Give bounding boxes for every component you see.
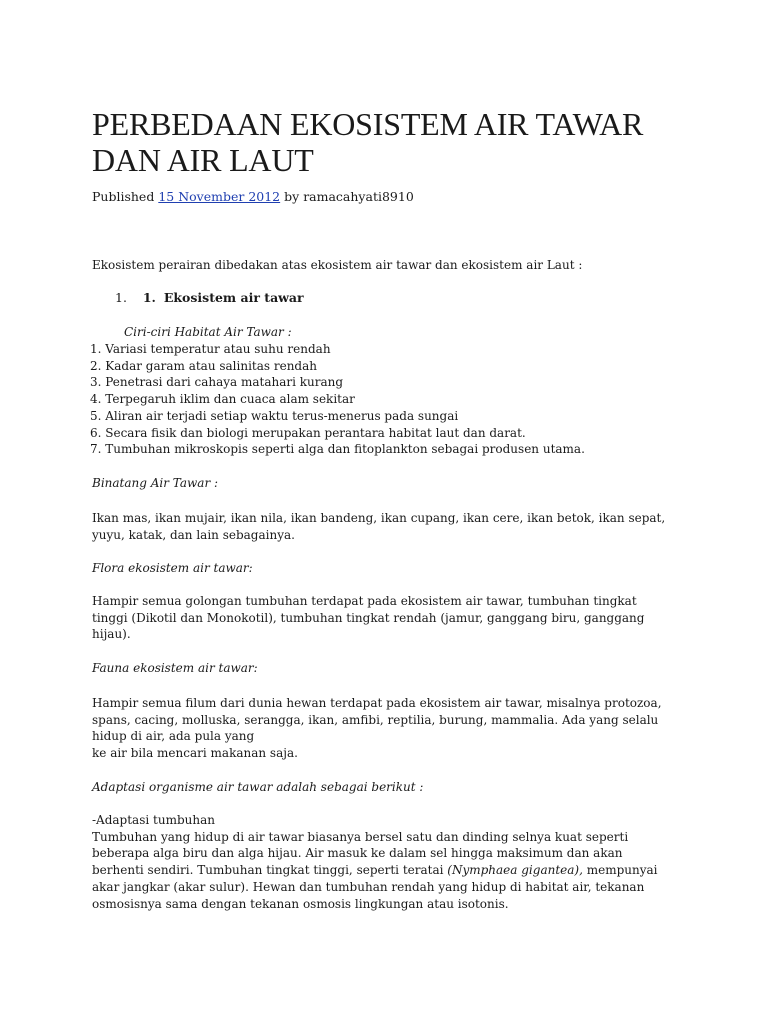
intro-paragraph: Ekosistem perairan dibedakan atas ekosistem air tawar dan ekosistem air Laut : [92, 258, 583, 272]
ciri-heading: Ciri-ciri Habitat Air Tawar : [124, 325, 292, 339]
adaptasi-paragraph [92, 812, 692, 912]
paragraph-line: beberapa alga biru dan alga hijau. Air masuk ke dalam sel hingga maksimum dan akan [92, 846, 623, 861]
paragraph-line: yuyu, katak, dan lain sebagainya. [92, 527, 295, 542]
author-name: ramacahyati8910 [303, 189, 414, 204]
section-heading-text: Ekosistem air tawar [163, 290, 304, 305]
paragraph-line: osmosisnya sama dengan tekanan osmosis lingkungan atau isotonis. [92, 896, 509, 911]
publish-date-link[interactable]: 15 November 2012 [158, 189, 281, 204]
page-title: PERBEDAAN EKOSISTEM AIR TAWAR DAN AIR LAUT [92, 106, 644, 178]
fauna-paragraph [92, 695, 692, 762]
text-run: berhenti sendiri. Tumbuhan tingkat tinggi, seperti teratai [92, 863, 448, 878]
paragraph-line: Ikan mas, ikan mujair, ikan nila, ikan bandeng, ikan cupang, ikan cere, ikan betok, ikan sepat, [92, 511, 666, 525]
post-meta [92, 189, 414, 204]
binatang-heading: Binatang Air Tawar : [92, 476, 219, 490]
paragraph-line: spans, cacing, molluska, serangga, ikan, amfibi, reptilia, burung, mammalia. Ada yang selalu [92, 712, 659, 727]
binatang-paragraph [92, 510, 692, 543]
list-number: 1. [115, 290, 127, 305]
by-label: by [284, 189, 300, 204]
paragraph-line: hidup di air, ada pula yang [92, 729, 255, 744]
list-item: 2. Kadar garam atau salinitas rendah [90, 358, 317, 373]
flora-paragraph [92, 593, 692, 643]
paragraph-line: ke air bila mencari makanan saja. [92, 746, 298, 761]
list-item: 6. Secara fisik dan biologi merupakan perantara habitat laut dan darat. [90, 425, 526, 440]
list-item: 5. Aliran air terjadi setiap waktu terus-menerus pada sungai [90, 408, 459, 423]
adaptasi-heading: Adaptasi organisme air tawar adalah sebagai berikut : [92, 780, 424, 794]
heading-number: 1. [142, 290, 156, 305]
list-item: 3. Penetrasi dari cahaya matahari kurang [90, 375, 344, 390]
section-heading [115, 290, 304, 305]
scientific-name: (Nymphaea gigantea), [447, 863, 583, 878]
ciri-list [90, 341, 690, 458]
paragraph-line: akar jangkar (akar sulur). Hewan dan tumbuhan rendah yang hidup di habitat air, tekanan [92, 879, 645, 894]
paragraph-line: Hampir semua filum dari dunia hewan terdapat pada ekosistem air tawar, misalnya protozoa, [92, 696, 662, 710]
paragraph-line: hijau). [92, 627, 131, 642]
published-label: Published [92, 189, 155, 204]
list-item: 7. Tumbuhan mikroskopis seperti alga dan fitoplankton sebagai produsen utama. [90, 442, 585, 457]
paragraph-line: Tumbuhan yang hidup di air tawar biasanya bersel satu dan dinding selnya kuat seperti [92, 829, 629, 844]
list-item: 4. Terpegaruh iklim dan cuaca alam sekitar [90, 392, 355, 407]
text-run: mempunyai [582, 863, 658, 878]
flora-heading: Flora ekosistem air tawar: [92, 561, 253, 575]
list-item: 1. Variasi temperatur atau suhu rendah [90, 342, 331, 356]
paragraph-line [92, 862, 692, 879]
paragraph-line: tinggi (Dikotil dan Monokotil), tumbuhan tingkat rendah (jamur, ganggang biru, ganggang [92, 610, 645, 625]
sub-heading: -Adaptasi tumbuhan [92, 813, 215, 827]
fauna-heading: Fauna ekosistem air tawar: [92, 661, 258, 675]
paragraph-line: Hampir semua golongan tumbuhan terdapat pada ekosistem air tawar, tumbuhan tingkat [92, 594, 637, 608]
